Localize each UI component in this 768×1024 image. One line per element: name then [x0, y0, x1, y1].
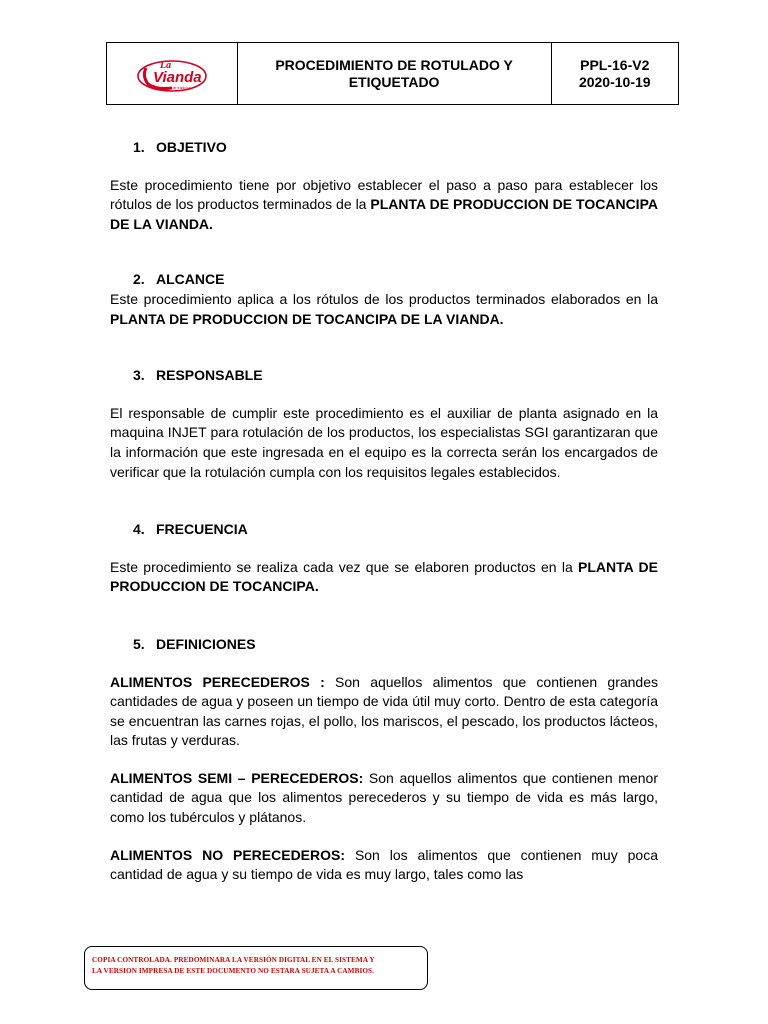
paragraph-alcance: [110, 290, 658, 329]
document-body: [110, 130, 658, 885]
paragraph-frecuencia: [110, 558, 658, 597]
definition-no-perecederos: [110, 846, 658, 885]
section-heading-objetivo: [110, 138, 658, 158]
logo-brand-main: Vianda: [152, 68, 202, 86]
section-title: RESPONSABLE: [156, 367, 263, 384]
definition-text: Son los alimentos que contienen muy poca cantidad de agua y su tiempo de vida es muy largo, tales como las: [110, 846, 658, 883]
definition-text: Son aquellos alimentos que contienen menor cantidad de agua que los alimentos perecederos y su tiempo de vida es más largo, como los tubérculos y plátanos.: [110, 769, 658, 826]
section-number: 1.: [133, 139, 145, 155]
definition-perecederos: [110, 673, 658, 751]
title-line-1: PROCEDIMIENTO DE ROTULADO Y: [275, 56, 513, 73]
section-title: OBJETIVO: [156, 139, 227, 155]
paragraph-text: Este procedimiento aplica a los rótulos de los productos terminados elaborados en la: [110, 290, 658, 307]
section-number: 2.: [133, 271, 145, 288]
paragraph-bold-text: PLANTA DE PRODUCCION DE TOCANCIPA.: [110, 558, 658, 595]
notice-line-2: LA VERSION IMPRESA DE ESTE DOCUMENTO NO ESTARA SUJETA A CAMBIOS.: [92, 967, 375, 975]
document-code-cell: [551, 43, 678, 105]
paragraph-responsable: El responsable de cumplir este procedimiento es el auxiliar de planta asignado en la maquina INJET para rotulación de los productos, los especialistas SGI garantizaran que la información que este ingresada en el equipo es la correcta serán los encargados de verificar que la rotulación cumpla con los requisitos legales establecidos.: [110, 404, 658, 480]
la-vianda-logo: [136, 54, 208, 94]
controlled-copy-notice: [84, 946, 428, 990]
definition-term: ALIMENTOS SEMI – PERECEDEROS:: [110, 769, 364, 786]
document-date: 2020-10-19: [578, 73, 651, 90]
definition-term: ALIMENTOS PERECEDEROS :: [110, 673, 325, 690]
paragraph-bold-text: PLANTA DE PRODUCCION DE TOCANCIPA DE LA VIANDA.: [110, 310, 504, 327]
section-heading-definiciones: [110, 635, 658, 655]
logo-brand-small: La: [159, 59, 171, 71]
definition-text: Son aquellos alimentos que contienen grandes cantidades de agua y poseen un tiempo de vida útil muy corto. Dentro de esta categoría se encuentran las carnes rojas, el pollo, los mariscos, el pescado, los productos lácteos, las frutas y verduras.: [110, 673, 658, 749]
section-title: DEFINICIONES: [156, 635, 256, 652]
document-title: [237, 43, 551, 105]
notice-line-1: COPIA CONTROLADA. PREDOMINARA LA VERSIÓN DIGITAL EN EL SISTEMA Y: [92, 956, 375, 964]
section-heading-alcance: [110, 270, 658, 290]
section-heading-frecuencia: [110, 520, 658, 540]
paragraph-objetivo: [110, 176, 658, 235]
section-heading-responsable: [110, 366, 658, 386]
section-number: 4.: [133, 521, 145, 538]
title-line-2: ETIQUETADO: [348, 73, 440, 90]
section-number: 5.: [133, 635, 145, 652]
paragraph-bold-text: PLANTA DE PRODUCCION DE TOCANCIPA DE LA VIANDA.: [110, 196, 658, 232]
definition-term: ALIMENTOS NO PERECEDEROS:: [110, 846, 346, 863]
logo-tagline: un sabor de tradición: [157, 85, 191, 90]
paragraph-text: Este procedimiento tiene por objetivo establecer el paso a paso para establecer los rótulos de los productos terminados de la: [110, 176, 658, 213]
section-title: ALCANCE: [156, 271, 225, 288]
definition-semi-perecederos: [110, 769, 658, 828]
section-number: 3.: [133, 367, 145, 384]
document-header: [106, 42, 679, 105]
logo-cell: [107, 43, 238, 105]
document-code: PPL-16-V2: [580, 56, 650, 73]
section-title: FRECUENCIA: [156, 521, 248, 538]
paragraph-text: Este procedimiento se realiza cada vez que se elaboren productos en la: [110, 558, 579, 575]
